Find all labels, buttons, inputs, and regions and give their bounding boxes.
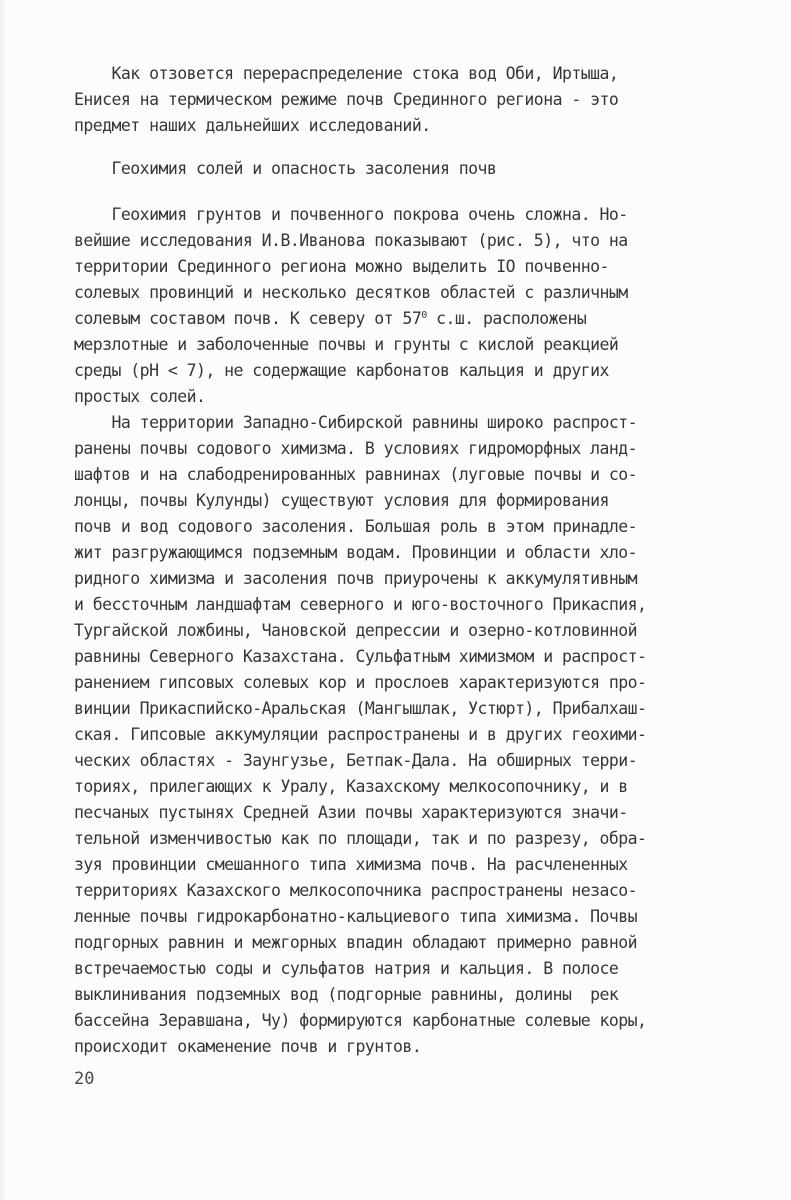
paragraph-intro (74, 64, 714, 159)
text-line: жит разгружающимся подземным водам. Провинции и области хло- (74, 543, 638, 562)
page-edge-shadow (0, 0, 6, 1200)
text-line: простых солей. (74, 387, 206, 406)
text-line: ская. Гипсовые аккумуляции распространены и в других геохими- (74, 725, 647, 744)
text-line: вейшие исследования И.В.Иванова показывают (рис. 5), что на (74, 231, 628, 250)
text-line: На территории Западно-Сибирской равнины широко распрост- (74, 413, 638, 432)
text-line: равнины Северного Казахстана. Сульфатным химизмом и распрост- (74, 647, 647, 666)
degree-superscript: 0 (421, 310, 427, 321)
text-line: подгорных равнин и межгорных впадин обладают примерно равной (74, 933, 638, 952)
text-line: среды (pH < 7), не содержащие карбонатов кальция и других (74, 361, 609, 380)
text-segment: солевым составом почв. К северу от 57 (74, 309, 422, 328)
text-line: Геохимия грунтов и почвенного покрова очень сложна. Но- (74, 205, 628, 224)
text-line: Тургайской ложбины, Чановской депрессии и озерно-котловинной (74, 621, 638, 640)
text-line: солевых провинций и несколько десятков областей с различным (74, 283, 628, 302)
text-line: ранением гипсовых солевых кор и прослоев характеризуются про- (74, 673, 647, 692)
text-line: ридного химизма и засоления почв приурочены к аккумулятивным (74, 569, 638, 588)
text-line: лонцы, почвы Кулунды) существуют условия для формирования (74, 491, 609, 510)
text-line: выклинивания подземных вод (подгорные равнины, долины рек (74, 985, 619, 1004)
text-line: Енисея на термическом режиме почв Срединного региона - это (74, 90, 619, 109)
text-line: ранены почвы содового химизма. В условиях гидроморфных ланд- (74, 439, 638, 458)
text-line: шафтов и на слабодренированных равнинах (луговые почвы и со- (74, 465, 638, 484)
text-line: бассейна Зеравшана, Чу) формируются карбонатные солевые коры, (74, 1011, 647, 1030)
section-heading-text: Геохимия солей и опасность засоления почв (74, 159, 497, 178)
text-line: происходит окаменение почв и грунтов. (74, 1037, 422, 1056)
text-line: винции Прикаспийско-Аральская (Мангышлак, Устюрт), Прибалхаш- (74, 699, 647, 718)
text-line: песчаных пустынях Средней Азии почвы характеризуются значи- (74, 803, 628, 822)
text-line: ториях, прилегающих к Уралу, Казахскому мелкосопочнику, и в (74, 777, 628, 796)
text-line: территории Срединного региона можно выделить IO почвенно- (74, 257, 609, 276)
page-number: 20 (74, 1069, 95, 1089)
paragraph-salinization (74, 413, 714, 1056)
text-line: почв и вод содового засоления. Большая роль в этом принадле- (74, 517, 638, 536)
text-line: тельной изменчивостью как по площади, так и по разрезу, обра- (74, 829, 647, 848)
paragraph-geochemistry (74, 205, 714, 406)
text-line-with-superscript (74, 309, 586, 328)
text-line: территориях Казахского мелкосопочника распространены незасо- (74, 881, 638, 900)
text-line: мерзлотные и заболоченные почвы и грунты с кислой реакцией (74, 335, 619, 354)
text-segment: с.ш. расположены (426, 309, 587, 328)
text-line: ческих областях - Заунгузье, Бетпак-Дала. На обширных терри- (74, 751, 638, 770)
text-line: предмет наших дальнейших исследований. (74, 116, 431, 135)
text-line: зуя провинции смешанного типа химизма почв. На расчлененных (74, 855, 628, 874)
text-line: встречаемостью соды и сульфатов натрия и кальция. В полосе (74, 959, 619, 978)
text-line: ленные почвы гидрокарбонатно-кальциевого типа химизма. Почвы (74, 907, 638, 926)
text-line: Как отзовется перераспределение стока вод Оби, Иртыша, (74, 64, 619, 83)
text-line: и бессточным ландшафтам северного и юго-восточного Прикаспия, (74, 595, 647, 614)
